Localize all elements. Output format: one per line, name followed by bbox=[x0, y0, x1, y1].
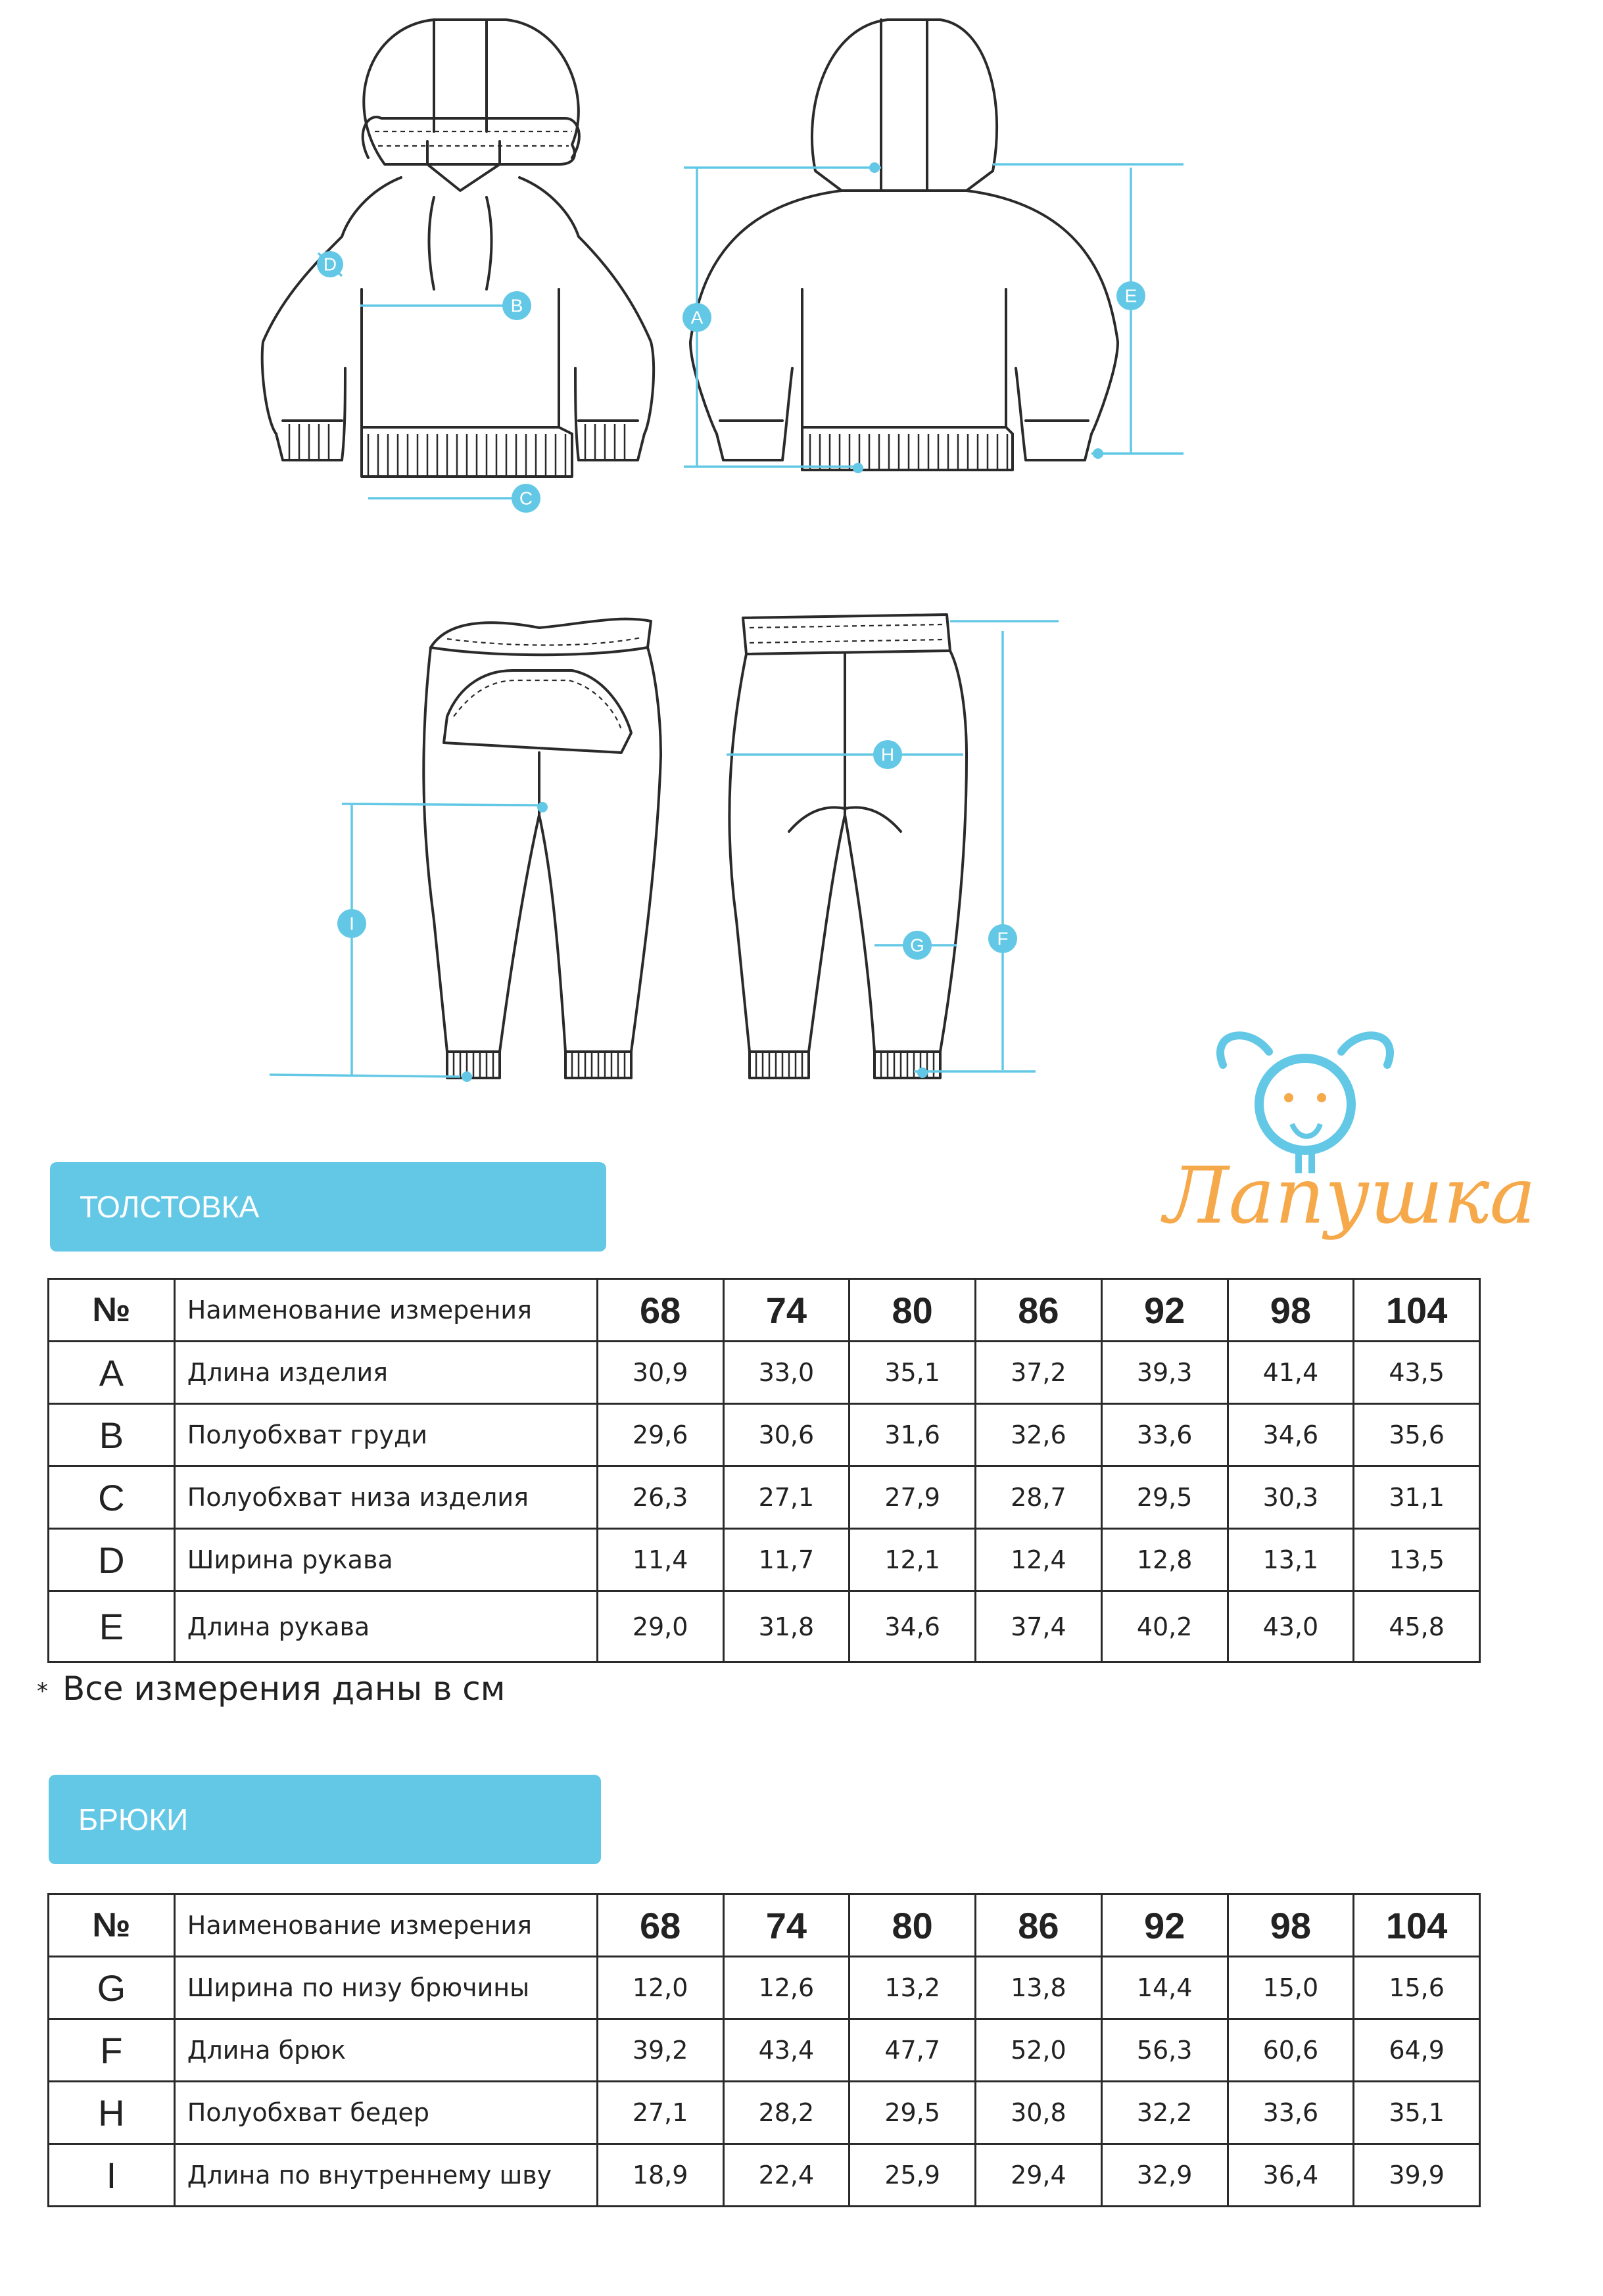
table-cell: 11,7 bbox=[723, 1529, 849, 1591]
note-asterisk: * bbox=[37, 1677, 48, 1704]
col-header-size: 80 bbox=[849, 1894, 976, 1957]
table-cell: 12,4 bbox=[976, 1529, 1102, 1591]
table-cell: 32,6 bbox=[976, 1404, 1102, 1466]
table-cell: 29,0 bbox=[597, 1591, 723, 1662]
table-cell: 43,5 bbox=[1354, 1342, 1480, 1404]
hoodie-front-sketch bbox=[262, 20, 654, 477]
pants-section-banner bbox=[49, 1775, 601, 1864]
col-header-size: 68 bbox=[597, 1279, 723, 1342]
table-cell: 27,1 bbox=[723, 1466, 849, 1529]
row-letter: A bbox=[49, 1342, 175, 1404]
hoodie-back-sketch bbox=[690, 20, 1118, 470]
table-row bbox=[49, 2144, 1480, 2207]
row-letter: D bbox=[49, 1529, 175, 1591]
marker-h bbox=[873, 740, 902, 769]
marker-b bbox=[502, 291, 531, 320]
col-header-name: Наименование измерения bbox=[174, 1279, 597, 1342]
table-cell: 29,5 bbox=[1101, 1466, 1228, 1529]
table-cell: 13,2 bbox=[849, 1957, 976, 2019]
table-cell: 29,6 bbox=[597, 1404, 723, 1466]
table-cell: 47,7 bbox=[849, 2019, 976, 2082]
row-letter: F bbox=[49, 2019, 175, 2082]
marker-g bbox=[903, 931, 932, 960]
table-cell: 64,9 bbox=[1354, 2019, 1480, 2082]
row-letter: B bbox=[49, 1404, 175, 1466]
table-cell: 28,2 bbox=[723, 2082, 849, 2144]
table-cell: 39,3 bbox=[1101, 1342, 1228, 1404]
svg-text:G: G bbox=[910, 935, 924, 956]
table-cell: 43,0 bbox=[1228, 1591, 1354, 1662]
pants-back-sketch bbox=[729, 615, 967, 1078]
table-cell: 27,1 bbox=[597, 2082, 723, 2144]
table-row bbox=[49, 2019, 1480, 2082]
col-header-size: 86 bbox=[976, 1279, 1102, 1342]
table-cell: 29,5 bbox=[849, 2082, 976, 2144]
table-cell: 33,6 bbox=[1228, 2082, 1354, 2144]
hoodie-size-table bbox=[47, 1278, 1481, 1663]
col-header-size: 74 bbox=[723, 1279, 849, 1342]
table-cell: 39,2 bbox=[597, 2019, 723, 2082]
table-cell: 31,1 bbox=[1354, 1466, 1480, 1529]
hoodie-measure-lines bbox=[318, 162, 1184, 498]
table-row bbox=[49, 1342, 1480, 1404]
row-name: Полуобхват низа изделия bbox=[174, 1466, 597, 1529]
table-cell: 30,9 bbox=[597, 1342, 723, 1404]
table-cell: 45,8 bbox=[1354, 1591, 1480, 1662]
table-cell: 34,6 bbox=[1228, 1404, 1354, 1466]
table-cell: 40,2 bbox=[1101, 1591, 1228, 1662]
table-cell: 13,8 bbox=[976, 1957, 1102, 2019]
row-name: Длина рукава bbox=[174, 1591, 597, 1662]
row-name: Полуобхват груди bbox=[174, 1404, 597, 1466]
row-letter: G bbox=[49, 1957, 175, 2019]
table-cell: 32,2 bbox=[1101, 2082, 1228, 2144]
table-row bbox=[49, 1404, 1480, 1466]
table-cell: 11,4 bbox=[597, 1529, 723, 1591]
hoodie-section-title: ТОЛСТОВКА bbox=[80, 1190, 260, 1224]
table-cell: 22,4 bbox=[723, 2144, 849, 2207]
svg-text:H: H bbox=[880, 744, 895, 765]
svg-text:B: B bbox=[510, 295, 523, 316]
table-cell: 37,4 bbox=[976, 1591, 1102, 1662]
table-cell: 30,6 bbox=[723, 1404, 849, 1466]
svg-text:E: E bbox=[1124, 285, 1137, 306]
table-row bbox=[49, 1591, 1480, 1662]
pants-measure-lines bbox=[270, 621, 1059, 1082]
table-row bbox=[49, 2082, 1480, 2144]
col-header-size: 86 bbox=[976, 1894, 1102, 1957]
table-cell: 14,4 bbox=[1101, 1957, 1228, 2019]
brand-logo bbox=[1151, 1025, 1536, 1249]
table-cell: 35,1 bbox=[849, 1342, 976, 1404]
table-cell: 56,3 bbox=[1101, 2019, 1228, 2082]
table-cell: 13,5 bbox=[1354, 1529, 1480, 1591]
table-cell: 30,8 bbox=[976, 2082, 1102, 2144]
table-cell: 28,7 bbox=[976, 1466, 1102, 1529]
marker-d bbox=[317, 251, 343, 277]
col-header-name: Наименование измерения bbox=[174, 1894, 597, 1957]
table-cell: 34,6 bbox=[849, 1591, 976, 1662]
marker-e bbox=[1116, 281, 1145, 310]
table-cell: 27,9 bbox=[849, 1466, 976, 1529]
col-header-size: 80 bbox=[849, 1279, 976, 1342]
table-cell: 35,1 bbox=[1354, 2082, 1480, 2144]
col-header-no: № bbox=[49, 1894, 175, 1957]
row-name: Длина изделия bbox=[174, 1342, 597, 1404]
col-header-size: 92 bbox=[1101, 1894, 1228, 1957]
table-cell: 26,3 bbox=[597, 1466, 723, 1529]
col-header-size: 92 bbox=[1101, 1279, 1228, 1342]
table-row bbox=[49, 1529, 1480, 1591]
marker-a bbox=[682, 303, 711, 332]
col-header-size: 104 bbox=[1354, 1279, 1480, 1342]
table-cell: 37,2 bbox=[976, 1342, 1102, 1404]
table-header-row bbox=[49, 1279, 1480, 1342]
table-cell: 31,6 bbox=[849, 1404, 976, 1466]
col-header-size: 98 bbox=[1228, 1279, 1354, 1342]
row-name: Ширина по низу брючины bbox=[174, 1957, 597, 2019]
pants-front-sketch bbox=[423, 619, 661, 1078]
table-cell: 12,1 bbox=[849, 1529, 976, 1591]
col-header-size: 104 bbox=[1354, 1894, 1480, 1957]
row-letter: C bbox=[49, 1466, 175, 1529]
pants-section-title: БРЮКИ bbox=[78, 1802, 189, 1837]
table-cell: 41,4 bbox=[1228, 1342, 1354, 1404]
table-cell: 13,1 bbox=[1228, 1529, 1354, 1591]
row-letter: H bbox=[49, 2082, 175, 2144]
table-cell: 39,9 bbox=[1354, 2144, 1480, 2207]
table-cell: 15,0 bbox=[1228, 1957, 1354, 2019]
table-cell: 33,0 bbox=[723, 1342, 849, 1404]
col-header-size: 74 bbox=[723, 1894, 849, 1957]
table-cell: 32,9 bbox=[1101, 2144, 1228, 2207]
pants-size-table bbox=[47, 1893, 1481, 2207]
marker-c bbox=[512, 484, 540, 513]
table-cell: 30,3 bbox=[1228, 1466, 1354, 1529]
svg-text:A: A bbox=[690, 307, 704, 328]
svg-text:I: I bbox=[349, 913, 354, 934]
table-cell: 36,4 bbox=[1228, 2144, 1354, 2207]
marker-f bbox=[988, 924, 1017, 953]
table-cell: 12,6 bbox=[723, 1957, 849, 2019]
table-cell: 29,4 bbox=[976, 2144, 1102, 2207]
col-header-size: 68 bbox=[597, 1894, 723, 1957]
table-cell: 25,9 bbox=[849, 2144, 976, 2207]
measurement-note bbox=[37, 1670, 506, 1708]
marker-i bbox=[337, 909, 366, 938]
svg-text:F: F bbox=[997, 928, 1009, 949]
row-letter: E bbox=[49, 1591, 175, 1662]
svg-text:D: D bbox=[323, 254, 337, 275]
svg-text:C: C bbox=[519, 488, 533, 509]
table-cell: 52,0 bbox=[976, 2019, 1102, 2082]
row-name: Длина по внутреннему шву bbox=[174, 2144, 597, 2207]
col-header-no: № bbox=[49, 1279, 175, 1342]
table-row bbox=[49, 1466, 1480, 1529]
table-cell: 12,0 bbox=[597, 1957, 723, 2019]
row-letter: I bbox=[49, 2144, 175, 2207]
note-text: Все измерения даны в см bbox=[62, 1670, 506, 1708]
hoodie-section-banner bbox=[50, 1162, 606, 1252]
col-header-size: 98 bbox=[1228, 1894, 1354, 1957]
table-row bbox=[49, 1957, 1480, 2019]
row-name: Ширина рукава bbox=[174, 1529, 597, 1591]
table-cell: 33,6 bbox=[1101, 1404, 1228, 1466]
table-cell: 35,6 bbox=[1354, 1404, 1480, 1466]
technical-sketches bbox=[0, 0, 1603, 1117]
logo-text: Лапушка bbox=[1164, 1150, 1536, 1241]
table-cell: 43,4 bbox=[723, 2019, 849, 2082]
table-cell: 15,6 bbox=[1354, 1957, 1480, 2019]
table-cell: 31,8 bbox=[723, 1591, 849, 1662]
row-name: Полуобхват бедер bbox=[174, 2082, 597, 2144]
table-cell: 18,9 bbox=[597, 2144, 723, 2207]
row-name: Длина брюк bbox=[174, 2019, 597, 2082]
table-cell: 12,8 bbox=[1101, 1529, 1228, 1591]
table-cell: 60,6 bbox=[1228, 2019, 1354, 2082]
table-header-row bbox=[49, 1894, 1480, 1957]
